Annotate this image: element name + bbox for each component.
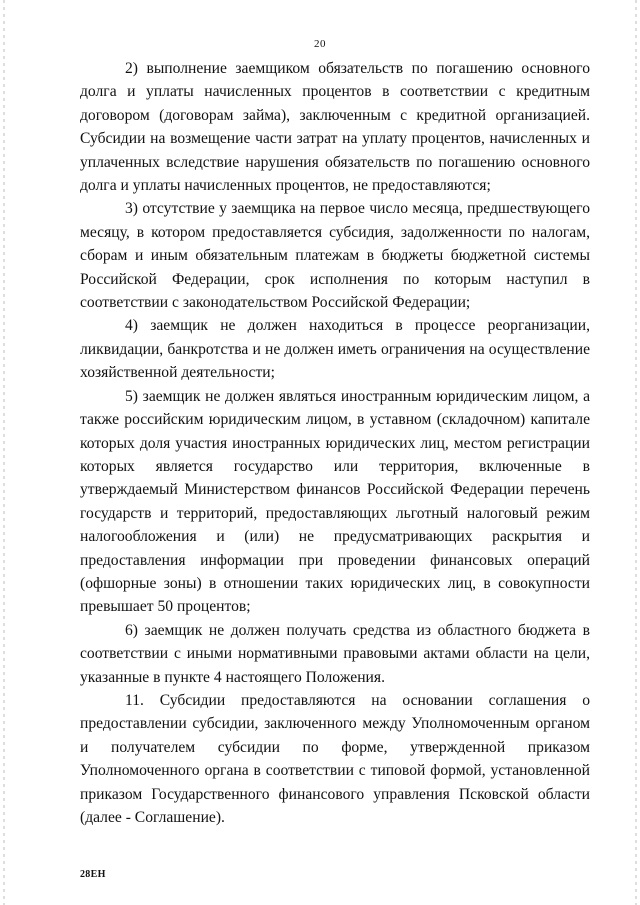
paragraph-item-5: 5) заемщик не должен являться иностранным юридическим лицом, а также российским юридическим лицом, в уставном (складочном) капитале которых доля участия иностранных юридических лиц, местом регистрации которых является государство или территория, включенные в утверждаемый Министерством финансов Российской Федерации перечень государств и территорий, предоставляющих льготный налоговый режим налогообложения и (или) не предусматривающих раскрытия и предоставления информации при проведении финансовых операций (офшорные зоны) в отношении таких юридических лиц, в совокупности превышает 50 процентов; <box>80 387 590 616</box>
paragraph-item-4: 4) заемщик не должен находиться в процессе реорганизации, ликвидации, банкротства и не должен иметь ограничения на осуществление хозяйственной деятельности; <box>80 317 590 382</box>
paragraph-item-6: 6) заемщик не должен получать средства из областного бюджета в соответствии с иными нормативными правовыми актами области на цели, указанные в пункте 4 настоящего Положения. <box>80 621 590 686</box>
page-number: 20 <box>314 38 326 50</box>
scan-edge-right <box>635 0 637 905</box>
paragraph-clause-11: 11. Субсидии предоставляются на основании соглашения о предоставлении субсидии, заключенного между Уполномоченным органом и получателем субсидии по форме, утвержденной приказом Уполномоченного органа в соответствии с типовой формой, установленной приказом Государственного финансового управления Псковской области (далее - Соглашение). <box>80 691 590 826</box>
paragraph-item-2: 2) выполнение заемщиком обязательств по погашению основного долга и уплаты начисленных процентов в соответствии с кредитным договором (договорам займа), заключенным с кредитной организацией. Субсидии на возмещение части затрат на уплату процентов, начисленных и уплаченных вследствие нарушения обязательств по погашению основного долга и уплаты начисленных процентов, не предоставляются; <box>80 60 590 195</box>
document-code: 28ЕН <box>80 869 106 880</box>
document-body <box>80 57 590 829</box>
scan-edge-left <box>3 0 5 905</box>
paragraph-item-3: 3) отсутствие у заемщика на первое число месяца, предшествующего месяцу, в котором предоставляется субсидия, задолженности по налогам, сборам и иным обязательным платежам в бюджеты бюджетной системы Российской Федерации, срок исполнения по которым наступил в соответствии с законодательством Российской Федерации; <box>80 200 590 312</box>
